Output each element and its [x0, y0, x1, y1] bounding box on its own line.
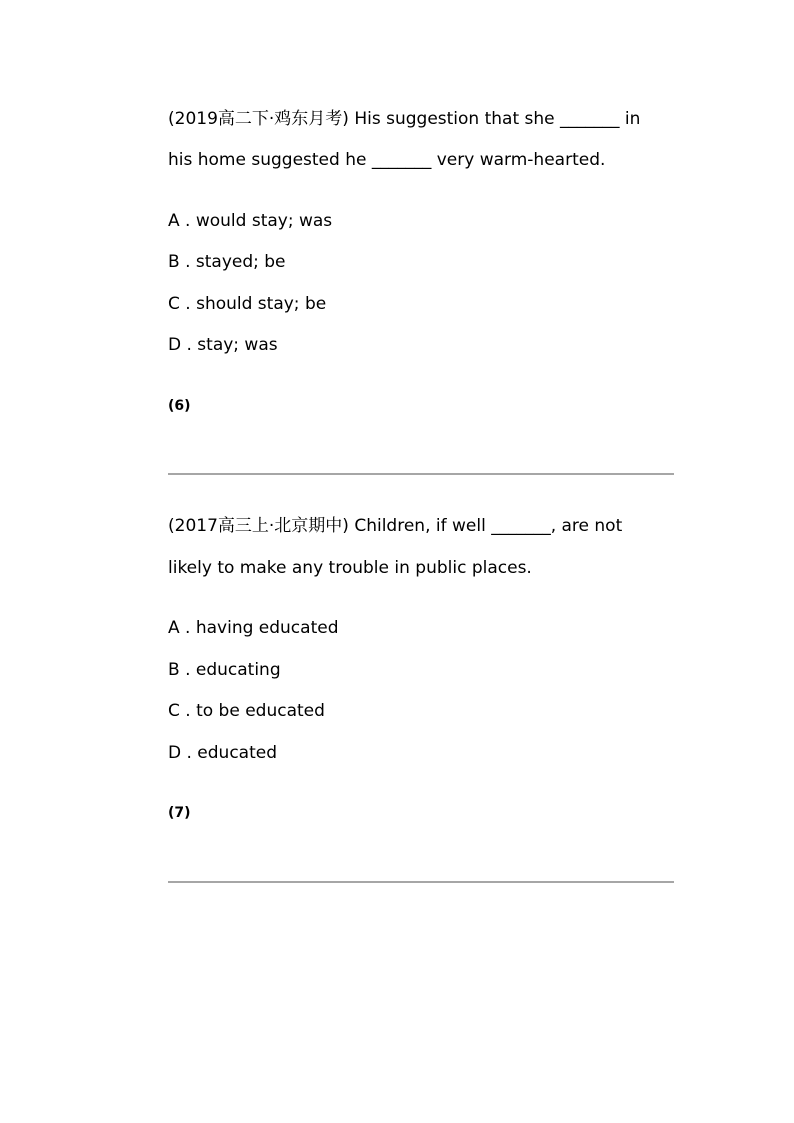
option-b[interactable]: B . educating	[168, 660, 281, 680]
question-stem-line-2: likely to make any trouble in public places.	[168, 558, 532, 578]
question-stem-line-1: (2019高二下·鸡东月考) His suggestion that she _______ in	[168, 109, 641, 129]
option-a[interactable]: A . having educated	[168, 618, 339, 638]
option-b[interactable]: B . stayed; be	[168, 252, 286, 272]
question-number: (7)	[168, 805, 191, 821]
option-d[interactable]: D . stay; was	[168, 335, 278, 355]
question-number: (6)	[168, 398, 191, 414]
option-d[interactable]: D . educated	[168, 743, 278, 763]
question-stem-line-1: (2017高三上·北京期中) Children, if well _______, are not	[168, 516, 623, 536]
section-divider	[168, 473, 674, 475]
option-c[interactable]: C . should stay; be	[168, 294, 327, 314]
option-c[interactable]: C . to be educated	[168, 701, 325, 721]
section-divider	[168, 881, 674, 883]
option-a[interactable]: A . would stay; was	[168, 211, 333, 231]
question-stem-line-2: his home suggested he _______ very warm-hearted.	[168, 150, 606, 170]
